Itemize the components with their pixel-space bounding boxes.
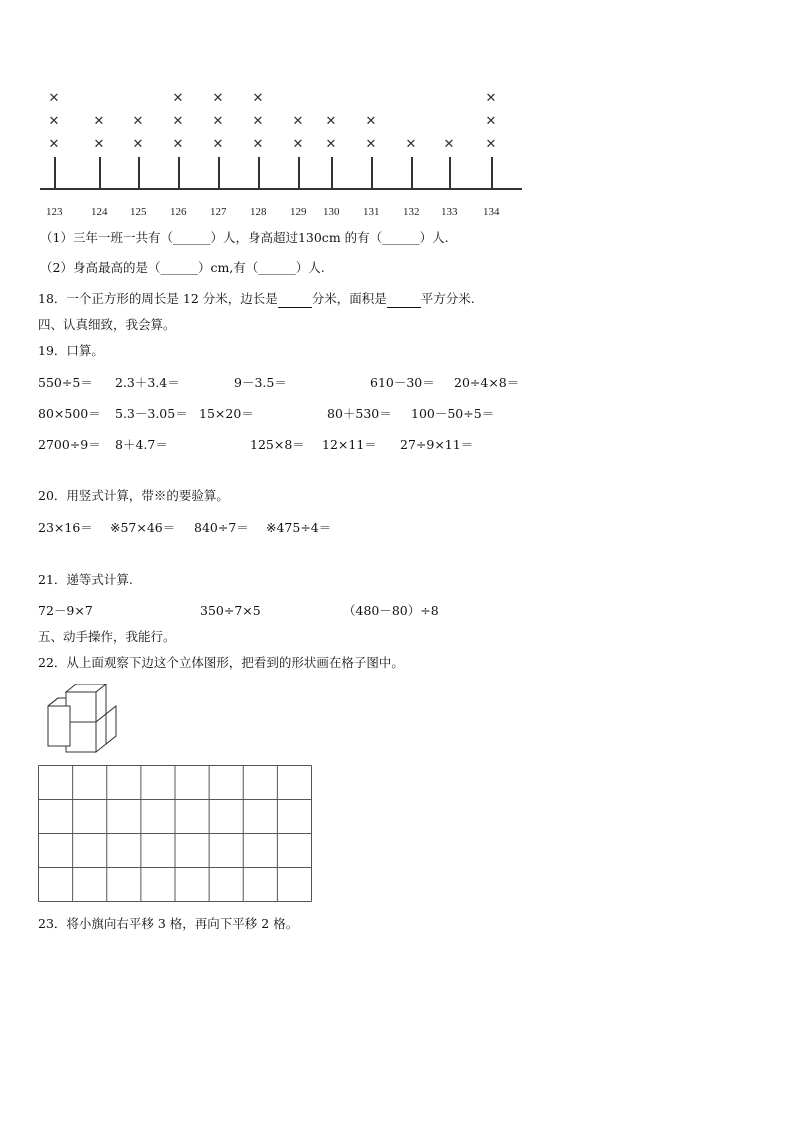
tick-mark bbox=[491, 157, 493, 189]
x-mark: ✕ bbox=[172, 137, 184, 152]
tick-mark bbox=[54, 157, 56, 189]
x-mark: ✕ bbox=[48, 114, 60, 129]
tick-label: 127 bbox=[210, 206, 227, 218]
q21-item: （480－80）÷8 bbox=[343, 603, 439, 618]
section-5-heading: 五、动手操作，我能行。 bbox=[38, 629, 176, 644]
q19-title: 19．口算。 bbox=[38, 343, 104, 358]
tick-label: 130 bbox=[323, 206, 340, 218]
q20-title: 20．用竖式计算，带※的要验算。 bbox=[38, 488, 229, 503]
x-mark: ✕ bbox=[132, 137, 144, 152]
tick-mark bbox=[331, 157, 333, 189]
q19-item: 100－50÷5＝ bbox=[411, 406, 495, 421]
q18 bbox=[38, 291, 475, 308]
tick-mark bbox=[298, 157, 300, 189]
q19-item: 9－3.5＝ bbox=[234, 375, 287, 390]
x-mark: ✕ bbox=[485, 114, 497, 129]
x-mark: ✕ bbox=[252, 137, 264, 152]
x-mark: ✕ bbox=[252, 114, 264, 129]
tick-label: 133 bbox=[441, 206, 458, 218]
q18-blank-side[interactable] bbox=[278, 291, 312, 308]
x-mark: ✕ bbox=[93, 137, 105, 152]
tick-mark bbox=[99, 157, 101, 189]
x-mark: ✕ bbox=[132, 114, 144, 129]
tick-label: 129 bbox=[290, 206, 307, 218]
tick-mark bbox=[258, 157, 260, 189]
q19-item: 125×8＝ bbox=[250, 437, 305, 452]
q22-title: 22．从上面观察下边这个立体图形，把看到的形状画在格子图中。 bbox=[38, 655, 404, 670]
tick-label: 128 bbox=[250, 206, 267, 218]
q23-title: 23．将小旗向右平移 3 格，再向下平移 2 格。 bbox=[38, 916, 299, 931]
x-mark: ✕ bbox=[292, 114, 304, 129]
x-mark: ✕ bbox=[485, 137, 497, 152]
q21-item: 350÷7×5 bbox=[200, 603, 261, 618]
q18-blank-area[interactable] bbox=[387, 291, 421, 308]
q19-item: 8＋4.7＝ bbox=[115, 437, 168, 452]
x-mark: ✕ bbox=[405, 137, 417, 152]
x-mark: ✕ bbox=[252, 91, 264, 106]
tick-mark bbox=[178, 157, 180, 189]
q18-text-c: 平方分米. bbox=[420, 291, 475, 306]
q20-item: 23×16＝ bbox=[38, 520, 93, 535]
q19-item: 12×11＝ bbox=[322, 437, 377, 452]
tick-label: 126 bbox=[170, 206, 187, 218]
x-mark: ✕ bbox=[212, 114, 224, 129]
answer-grid[interactable] bbox=[38, 765, 312, 902]
q19-item: 80＋530＝ bbox=[327, 406, 392, 421]
q19-item: 80×500＝ bbox=[38, 406, 101, 421]
q19-item: 20÷4×8＝ bbox=[454, 375, 520, 390]
x-mark: ✕ bbox=[48, 137, 60, 152]
x-mark: ✕ bbox=[212, 137, 224, 152]
x-mark: ✕ bbox=[212, 91, 224, 106]
q19-item: 15×20＝ bbox=[199, 406, 254, 421]
tick-label: 132 bbox=[403, 206, 420, 218]
x-mark: ✕ bbox=[172, 91, 184, 106]
x-mark: ✕ bbox=[93, 114, 105, 129]
q19-item: 550÷5＝ bbox=[38, 375, 93, 390]
q20-item: ※57×46＝ bbox=[110, 520, 176, 535]
x-mark: ✕ bbox=[365, 114, 377, 129]
tick-mark bbox=[371, 157, 373, 189]
q17-part2: （2）身高最高的是（______）cm,有（______）人. bbox=[40, 260, 325, 275]
q21-item: 72－9×7 bbox=[38, 603, 93, 618]
x-mark: ✕ bbox=[443, 137, 455, 152]
tick-label: 123 bbox=[46, 206, 63, 218]
q19-item: 610－30＝ bbox=[370, 375, 435, 390]
x-mark: ✕ bbox=[292, 137, 304, 152]
tick-label: 131 bbox=[363, 206, 380, 218]
x-mark: ✕ bbox=[325, 114, 337, 129]
x-mark: ✕ bbox=[48, 91, 60, 106]
tick-label: 134 bbox=[483, 206, 500, 218]
q20-item: 840÷7＝ bbox=[194, 520, 249, 535]
tick-mark bbox=[411, 157, 413, 189]
tick-label: 125 bbox=[130, 206, 147, 218]
q18-text-a: 18．一个正方形的周长是 12 分米，边长是 bbox=[38, 291, 278, 306]
q17-part1: （1）三年一班一共有（______）人，身高超过130cm 的有（______）人. bbox=[40, 230, 449, 245]
q19-item: 2.3＋3.4＝ bbox=[115, 375, 180, 390]
q19-item: 2700÷9＝ bbox=[38, 437, 101, 452]
q20-item: ※475÷4＝ bbox=[266, 520, 332, 535]
tick-mark bbox=[218, 157, 220, 189]
tick-label: 124 bbox=[91, 206, 108, 218]
x-mark: ✕ bbox=[172, 114, 184, 129]
tick-mark bbox=[449, 157, 451, 189]
q21-title: 21．递等式计算. bbox=[38, 572, 133, 587]
q18-text-b: 分米，面积是 bbox=[311, 291, 387, 306]
x-mark: ✕ bbox=[365, 137, 377, 152]
section-4-heading: 四、认真细致，我会算。 bbox=[38, 317, 176, 332]
x-mark: ✕ bbox=[325, 137, 337, 152]
q19-item: 27÷9×11＝ bbox=[400, 437, 474, 452]
x-mark: ✕ bbox=[485, 91, 497, 106]
cube-stack-figure bbox=[44, 684, 120, 756]
q19-item: 5.3－3.05＝ bbox=[115, 406, 188, 421]
tick-mark bbox=[138, 157, 140, 189]
